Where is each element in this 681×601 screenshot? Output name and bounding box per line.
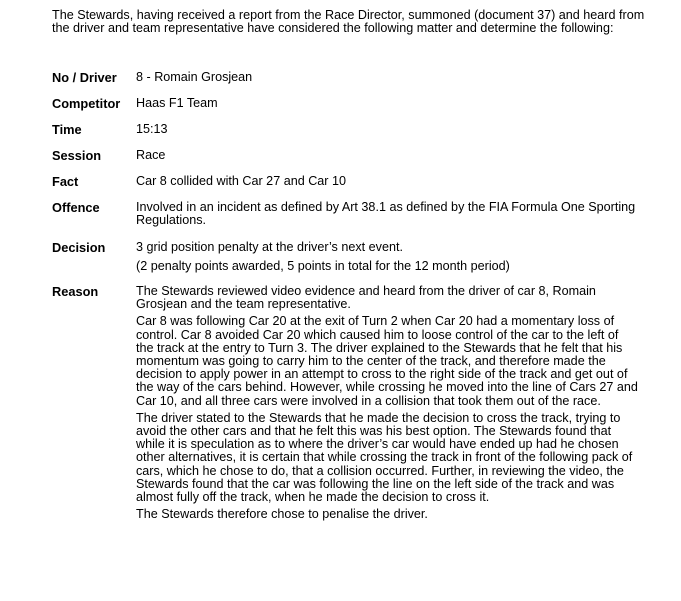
session-label: Session [52, 148, 102, 163]
competitor-label: Competitor [52, 96, 121, 111]
decision-value [136, 241, 638, 273]
fact-value: Car 8 collided with Car 27 and Car 10 [136, 174, 347, 188]
decision-label: Decision [52, 240, 106, 255]
competitor-value: Haas F1 Team [136, 96, 218, 110]
fact-label: Fact [52, 174, 79, 189]
reason-paragraph: The driver stated to the Stewards that he made the decision to cross the track, trying to avoid the other cars and that he felt this was his best option. The Stewards found that while it is speculation as to where the driver’s car would have ended up had he chosen other alternatives, it is certain that while crossing the track in front of the following pack of cars, which he chose to do, that a collision occurred. Further, in reviewing the video, the Stewards found that the car was following the line on the left side of the track and was almost fully off the track, when he made the decision to cross it. [136, 410, 633, 505]
reason-paragraph: The Stewards therefore chose to penalise the driver. [136, 507, 428, 522]
offence-label: Offence [52, 200, 100, 215]
driver-value: 8 - Romain Grosjean [136, 70, 253, 84]
offence-value: Involved in an incident as defined by Art 38.1 as defined by the FIA Formula One Sporting Regulations. [136, 200, 636, 228]
reason-paragraph: The Stewards reviewed video evidence and heard from the driver of car 8, Romain Grosjean and the team representative. [136, 284, 596, 312]
reason-paragraph: Car 8 was following Car 20 at the exit of Turn 2 when Car 20 had a momentary loss of control. Car 8 avoided Car 20 which caused him to loose control of the car to the left of the track at the entry to Turn 3. The driver explained to the Stewards that he felt that his momentum was going to carry him to the center of the track, and therefore made the decision to apply power in an attempt to cross to the right side of the track and get out of the way of the cars behind. However, while crossing he moved into the line of Cars 27 and Car 10, and all three cars were involved in a collision that took them out of the race. [136, 314, 638, 408]
decision-line: 3 grid position penalty at the driver’s next event. [136, 240, 403, 254]
decision-line: (2 penalty points awarded, 5 points in total for the 12 month period) [136, 259, 510, 274]
reason-value [136, 285, 638, 521]
driver-label: No / Driver [52, 70, 117, 85]
time-label: Time [52, 122, 82, 137]
intro-paragraph: The Stewards, having received a report from the Race Director, summoned (document 37) and heard from the driver and team representative have considered the following matter and determine the following: [52, 8, 645, 36]
time-value: 15:13 [136, 122, 168, 136]
reason-label: Reason [52, 284, 99, 299]
session-value: Race [136, 148, 166, 162]
